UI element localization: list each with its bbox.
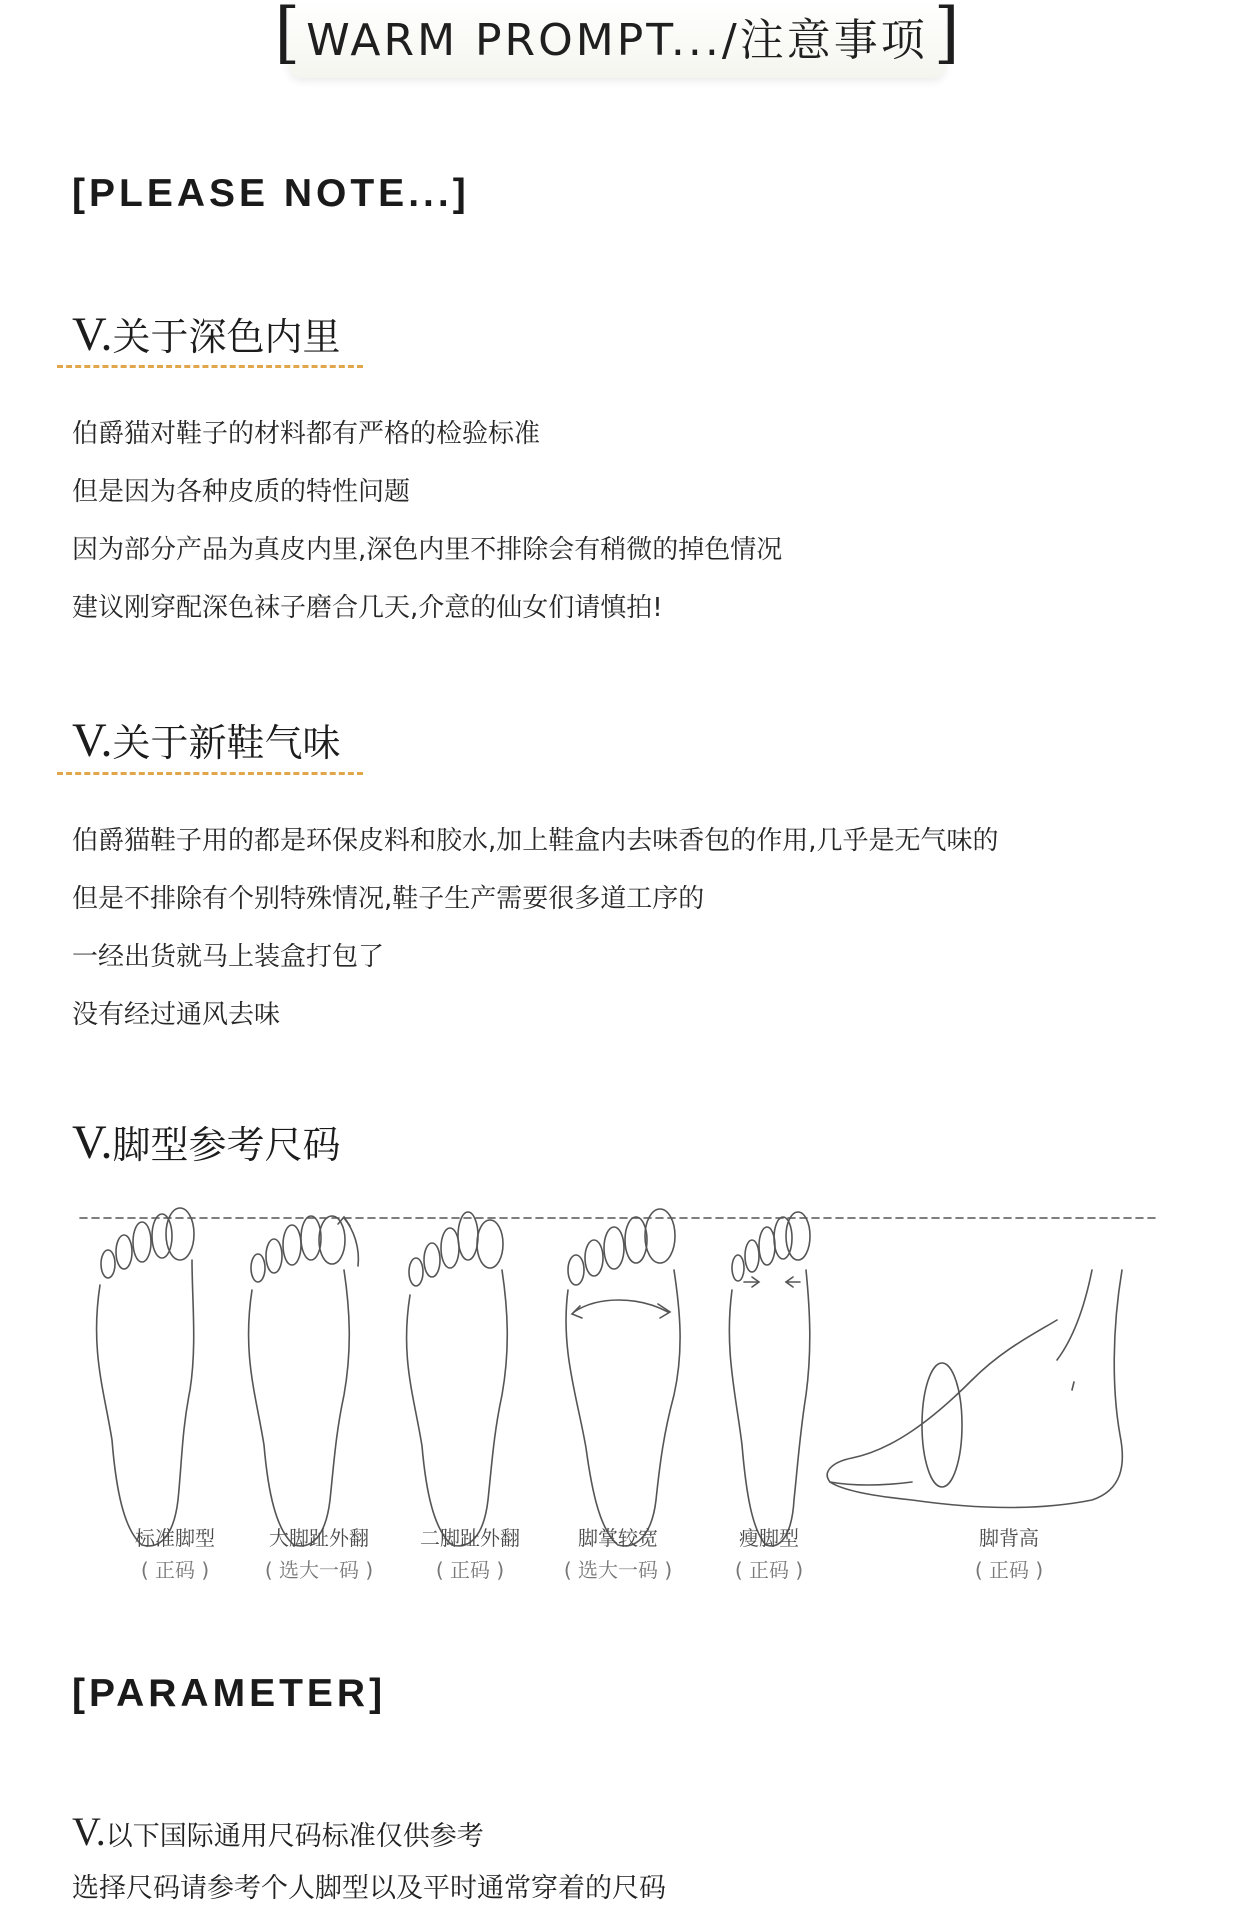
- foot-slim-advice: ( 正码 ): [734, 1558, 804, 1582]
- banner-open-bracket: [: [274, 0, 301, 71]
- size-standard-title: [72, 1808, 484, 1855]
- foot-bunion-advice: ( 选大一码 ): [264, 1558, 374, 1582]
- size-standard-note: 选择尺码请参考个人脚型以及平时通常穿着的尺码: [72, 1873, 666, 1904]
- foot-slim-sketch: [729, 1212, 810, 1546]
- foot-standard-name: 标准脚型: [135, 1526, 215, 1550]
- foot-second-toe-label: [420, 1522, 520, 1586]
- foot-wide-name: 脚掌较宽: [577, 1526, 658, 1550]
- banner-title: WARM PROMPT.../注意事项: [306, 15, 928, 66]
- odor-section-title: [72, 712, 341, 768]
- odor-title-underline: [57, 772, 363, 775]
- odor-paragraph: [72, 812, 999, 1044]
- foot-second-toe-sketch: [407, 1212, 508, 1546]
- foot-high-instep-label: [975, 1522, 1043, 1586]
- size-standard-title-text: 以下国际通用尺码标准仅供参考: [105, 1821, 484, 1852]
- foot-type-illustration: [72, 1200, 1162, 1600]
- foot-standard-sketch: [97, 1208, 194, 1546]
- odor-section-numeral: V.: [72, 714, 113, 767]
- lining-section-title: [72, 306, 341, 362]
- foot-slim-label: [735, 1522, 803, 1586]
- odor-line: 但是不排除有个别特殊情况,鞋子生产需要很多道工序的: [72, 884, 705, 914]
- odor-line: 伯爵猫鞋子用的都是环保皮料和胶水,加上鞋盒内去味香包的作用,几乎是无气味的: [72, 826, 999, 856]
- foot-wide-sketch: [566, 1209, 680, 1546]
- foot-section-title: [72, 1114, 341, 1170]
- foot-wide-advice: ( 选大一码 ): [563, 1558, 673, 1582]
- odor-line: 没有经过通风去味: [72, 1000, 281, 1030]
- lining-line: 建议刚穿配深色袜子磨合几天,介意的仙女们请慎拍!: [72, 593, 663, 623]
- lining-section-numeral: V.: [72, 308, 113, 361]
- banner-close-bracket: ]: [933, 0, 960, 71]
- foot-section-numeral: V.: [72, 1116, 113, 1169]
- size-standard-numeral: V.: [72, 1809, 106, 1854]
- lining-line: 但是因为各种皮质的特性问题: [72, 477, 411, 507]
- lining-section-title-text: 关于深色内里: [112, 315, 341, 359]
- foot-second-toe-name: 二脚趾外翻: [420, 1526, 520, 1550]
- foot-standard-advice: ( 正码 ): [140, 1558, 210, 1582]
- lining-paragraph: [72, 405, 782, 637]
- foot-section-title-text: 脚型参考尺码: [112, 1123, 341, 1167]
- lining-title-underline: [57, 365, 363, 368]
- warm-prompt-banner: [274, 0, 960, 78]
- foot-bunion-sketch: [249, 1216, 359, 1546]
- foot-standard-label: [135, 1522, 215, 1586]
- parameter-heading: [PARAMETER]: [72, 1672, 387, 1715]
- odor-line: 一经出货就马上装盒打包了: [72, 942, 385, 972]
- please-note-heading: [PLEASE NOTE...]: [72, 172, 470, 215]
- lining-line: 因为部分产品为真皮内里,深色内里不排除会有稍微的掉色情况: [72, 535, 783, 565]
- foot-high-instep-name: 脚背高: [978, 1526, 1039, 1550]
- foot-high-instep-advice: ( 正码 ): [974, 1558, 1044, 1582]
- foot-high-instep-sketch: [827, 1270, 1122, 1508]
- foot-slim-name: 瘦脚型: [738, 1526, 799, 1550]
- lining-line: 伯爵猫对鞋子的材料都有严格的检验标准: [72, 419, 541, 449]
- foot-wide-label: [564, 1522, 672, 1586]
- foot-bunion-name: 大脚趾外翻: [268, 1526, 369, 1550]
- odor-section-title-text: 关于新鞋气味: [112, 721, 341, 765]
- foot-bunion-label: [265, 1522, 373, 1586]
- foot-second-toe-advice: ( 正码 ): [435, 1558, 505, 1582]
